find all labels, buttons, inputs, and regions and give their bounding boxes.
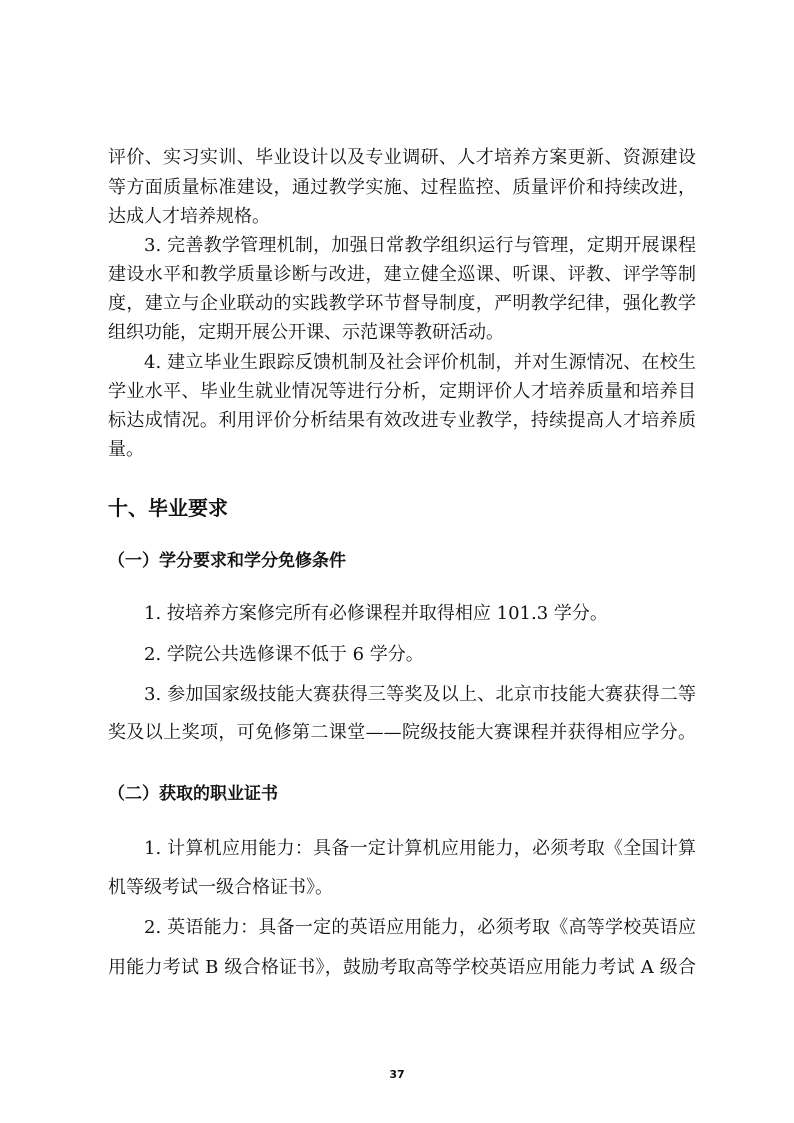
text-line: 2. 英语能力：具备一定的英语应用能力，必须考取《高等学校英语应 (144, 917, 696, 938)
text-line: 建设水平和教学质量诊断与改进，建立健全巡课、听课、评教、评学等制 (108, 264, 696, 285)
text-line: 2. 学院公共选修课不低于 6 学分。 (144, 644, 424, 665)
text-line: 3. 参加国家级技能大赛获得三等奖及以上、北京市技能大赛获得二等 (144, 684, 696, 705)
subsection-heading: （一）学分要求和学分免修条件 (108, 551, 346, 571)
text-line: 标达成情况。利用评价分析结果有效改进专业教学，持续提高人才培养质 (108, 410, 696, 431)
text-line: 奖及以上奖项，可免修第二课堂——院级技能大赛课程并获得相应学分。 (108, 722, 696, 743)
subsection-heading: （二）获取的职业证书 (108, 784, 278, 804)
text-line: 1. 计算机应用能力：具备一定计算机应用能力，必须考取《全国计算 (144, 838, 696, 859)
text-line: 度，建立与企业联动的实践教学环节督导制度，严明教学纪律，强化教学 (108, 293, 696, 314)
text-line: 用能力考试 B 级合格证书》，鼓励考取高等学校英语应用能力考试 A 级合 (108, 957, 696, 978)
text-line: 等方面质量标准建设，通过教学实施、过程监控、质量评价和持续改进， (108, 177, 696, 198)
text-line: 达成人才培养规格。 (108, 206, 270, 227)
text-line: 3. 完善教学管理机制，加强日常教学组织运行与管理，定期开展课程 (144, 235, 696, 256)
text-line: 量。 (108, 439, 144, 460)
text-line: 1. 按培养方案修完所有必修课程并取得相应 101.3 学分。 (144, 603, 608, 624)
text-line: 学业水平、毕业生就业情况等进行分析，定期评价人才培养质量和培养目 (108, 381, 696, 402)
section-heading: 十、毕业要求 (108, 496, 228, 520)
text-line: 机等级考试一级合格证书》。 (108, 877, 333, 898)
text-line: 4. 建立毕业生跟踪反馈机制及社会评价机制，并对生源情况、在校生 (144, 352, 696, 373)
page-number: 37 (389, 1068, 405, 1081)
text-line: 评价、实习实训、毕业设计以及专业调研、人才培养方案更新、资源建设 (108, 147, 696, 168)
text-line: 组织功能，定期开展公开课、示范课等教研活动。 (108, 322, 504, 343)
